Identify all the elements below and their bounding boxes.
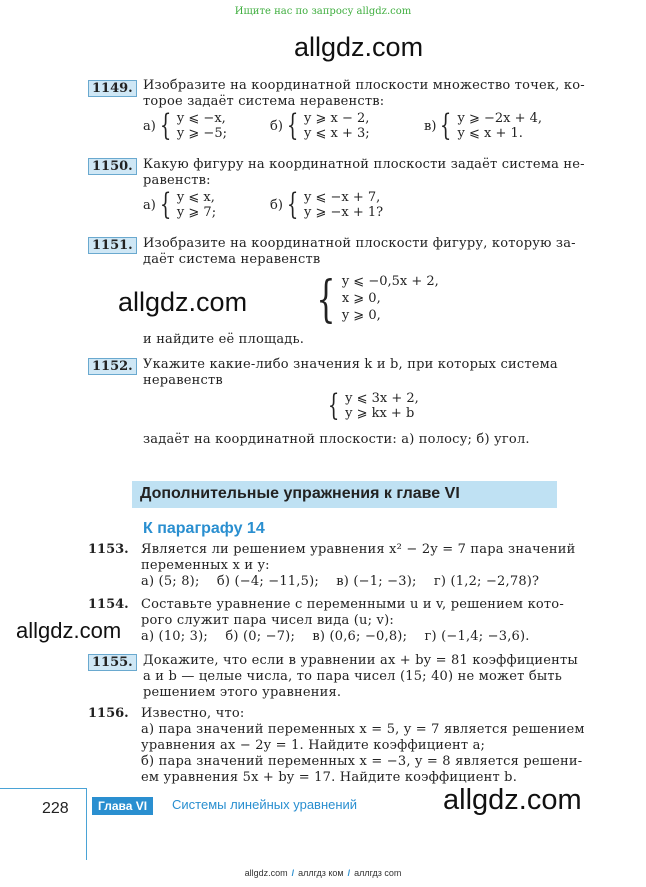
ineq: y ⩽ x,	[176, 190, 215, 205]
exercise-number: 1154.	[88, 597, 129, 612]
ineq: y ⩾ −5;	[176, 126, 227, 141]
text-line: решением этого уравнения.	[143, 685, 342, 700]
bottom-note-text: аллгдз com	[354, 868, 402, 878]
ineq: y ⩽ −0,5x + 2,	[341, 274, 439, 289]
text-line: Докажите, что если в уравнении ax + by = 81 коэффициенты	[143, 653, 578, 668]
brace: {	[286, 187, 299, 222]
exercise-number: 1156.	[88, 706, 129, 721]
option-label: а)	[143, 197, 156, 213]
exercise-1153-text	[141, 542, 575, 590]
brace: {	[327, 388, 340, 423]
system-1150a	[143, 187, 217, 222]
chapter-title: Системы линейных уравнений	[172, 797, 358, 812]
text-line: Укажите какие-либо значения k и b, при которых система	[143, 357, 558, 372]
exercise-1152-text	[143, 357, 558, 389]
ineq: y ⩾ kx + b	[345, 406, 415, 421]
top-note: Ищите нас по запросу allgdz.com	[234, 6, 412, 17]
exercise-1152	[88, 355, 137, 375]
system-1149a	[143, 108, 227, 143]
text-line: торое задаёт система неравенств:	[143, 94, 385, 109]
exercise-1151	[88, 234, 137, 254]
section-heading: Дополнительные упражнения к главе VI	[140, 485, 460, 502]
text-line: Какую фигуру на координатной плоскости задаёт система не-	[143, 157, 585, 172]
options-line: а) (5; 8); б) (−4; −11,5); в) (−1; −3); г) (1,2; −2,78)?	[141, 574, 540, 589]
exercise-number: 1155.	[88, 654, 137, 671]
ineq: x ⩾ 0,	[341, 291, 381, 306]
option-label: б)	[270, 197, 283, 213]
brace: {	[286, 108, 299, 143]
footer-rule	[0, 788, 86, 789]
text-line: неравенств	[143, 373, 223, 388]
text-line: уравнения ax − 2y = 1. Найдите коэффициент a;	[141, 738, 486, 753]
text-line: б) пара значений переменных x = −3, y = 8 является решени-	[141, 754, 583, 769]
bottom-note: allgdz.com / аллгдз ком / аллгдз com	[244, 868, 402, 878]
ineq: y ⩽ x + 3;	[304, 126, 370, 141]
ineq: y ⩽ −x + 7,	[304, 190, 381, 205]
exercise-number: 1153.	[88, 542, 129, 557]
watermark: allgdz.com	[294, 32, 424, 62]
text-line: Составьте уравнение с переменными u и v, решением кото-	[141, 597, 564, 612]
text-line: a и b — целые числа, то пара чисел (15; 40) не может быть	[143, 669, 563, 684]
exercise-1151-text	[143, 236, 576, 268]
text-line: Является ли решением уравнения x² − 2y = 7 пара значений	[141, 542, 576, 557]
exercise-1154-text	[141, 597, 564, 645]
exercise-1149	[88, 77, 137, 97]
exercise-1149-text	[143, 78, 585, 110]
chapter-badge: Глава VI	[92, 797, 153, 815]
option-label: в)	[424, 118, 437, 134]
exercise-1155-text	[143, 653, 578, 701]
text-line: а) пара значений переменных x = 5, y = 7 является решением	[141, 722, 585, 737]
brace: {	[159, 187, 172, 222]
exercise-1156-text	[141, 706, 585, 786]
system-1149b	[270, 108, 370, 143]
footer-vertical-rule	[86, 788, 87, 860]
option-label: а)	[143, 118, 156, 134]
text-line: равенств:	[143, 173, 211, 188]
watermark: allgdz.com	[16, 618, 122, 643]
ineq: y ⩾ −2x + 4,	[457, 111, 543, 126]
ineq: y ⩽ x + 1.	[457, 126, 523, 141]
system-1150b	[270, 187, 384, 222]
ineq: y ⩾ 7;	[176, 205, 217, 220]
exercise-1150	[88, 155, 137, 175]
exercise-number: 1150.	[88, 158, 137, 175]
watermark: allgdz.com	[443, 784, 582, 816]
exercise-1150-text	[143, 157, 585, 189]
text-line: Изобразите на координатной плоскости множество точек, ко-	[143, 78, 585, 93]
system-1151	[310, 269, 439, 328]
watermark: allgdz.com	[118, 287, 248, 317]
exercise-1155	[88, 651, 137, 671]
text-line: даёт система неравенств	[143, 252, 321, 267]
option-label: б)	[270, 118, 283, 134]
text-line: рого служит пара чисел вида (u; v):	[141, 613, 394, 628]
brace: {	[440, 108, 452, 143]
exercise-1151-question: и найдите её площадь.	[143, 332, 305, 347]
exercise-1152-question: задаёт на координатной плоскости: а) полосу; б) угол.	[143, 432, 530, 447]
ineq: y ⩾ x − 2,	[304, 111, 370, 126]
options-line: а) (10; 3); б) (0; −7); в) (0,6; −0,8); г) (−1,4; −3,6).	[141, 629, 530, 644]
text-line: ем уравнения 5x + by = 17. Найдите коэффициент b.	[141, 770, 518, 785]
ineq: y ⩾ −x + 1?	[304, 205, 384, 220]
ineq: y ⩽ 3x + 2,	[345, 391, 419, 406]
bottom-note-text: аллгдз ком	[298, 868, 344, 878]
exercise-number: 1149.	[88, 80, 137, 97]
text-line: переменных x и y:	[141, 558, 270, 573]
brace: {	[159, 108, 172, 143]
ineq: y ⩽ −x,	[176, 111, 226, 126]
brace: {	[316, 269, 336, 328]
text-line: Изобразите на координатной плоскости фигуру, которую за-	[143, 236, 576, 251]
ineq: y ⩾ 0,	[341, 308, 381, 323]
exercise-number: 1151.	[88, 237, 137, 254]
system-1152	[324, 388, 419, 423]
subheading: К параграфу 14	[143, 520, 265, 537]
exercise-number: 1152.	[88, 358, 137, 375]
system-1149c	[424, 108, 543, 143]
page-number: 228	[42, 800, 69, 817]
bottom-note-text: allgdz.com	[244, 868, 288, 878]
text-line: Известно, что:	[141, 706, 245, 721]
